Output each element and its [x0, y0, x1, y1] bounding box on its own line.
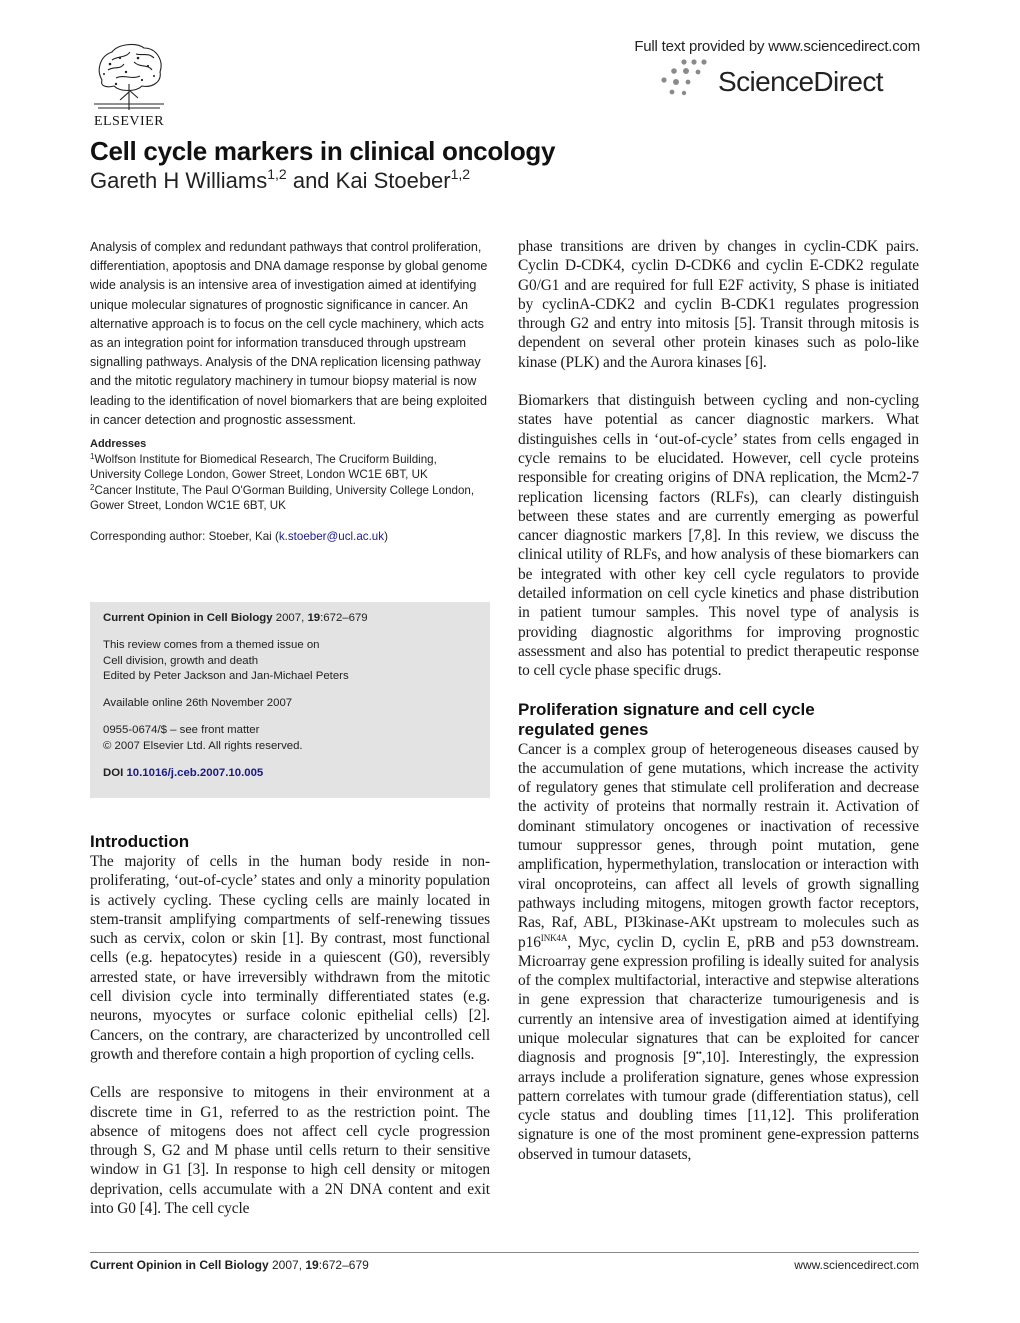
footer-volume: 19	[305, 1258, 319, 1272]
affiliation-marker: 1,2	[267, 166, 287, 182]
author-joiner: and	[286, 168, 336, 193]
elsevier-logo	[90, 40, 168, 130]
doi-line	[103, 766, 477, 782]
left-column	[90, 238, 490, 544]
copyright-line: © 2007 Elsevier Ltd. All rights reserved.	[103, 739, 303, 752]
citation-volume: 19	[307, 612, 321, 624]
journal-citation	[103, 611, 477, 627]
heading-line: regulated genes	[518, 719, 649, 739]
journal-name: Current Opinion in Cell Biology	[103, 612, 273, 624]
citation-year: 2007,	[272, 612, 308, 624]
abstract: Analysis of complex and redundant pathways that control proliferation, differentiation, apoptosis and DNA damage response by global genome wide analysis is an intensive area of investigation aimed at identifying unique molecular signatures of prognostic significance in cancer. An alternative approach is to focus on the cell cycle machinery, which acts as an integration point for information transduced through upstream signalling pathways. Analysis of the DNA replication licensing pathway and the mitotic regulatory machinery in tumour biopsy material is now leading to the identification of novel biomarkers that are being exploited in cancer detection and prognostic assessment.	[90, 240, 488, 427]
issn-line: 0955-0674/$ – see front matter	[103, 723, 260, 736]
paragraph-text: , Myc, cyclin D, cyclin E, pRB and p53 downstream. Microarray gene expression profiling is ideally suited for analysis of the complex multifactorial, interactive and stepwise alterations in gene expression that characterize tumourigenesis and is currently an intensive area of investigation aimed at identifying unique molecular signatures that can be exploited for cancer diagnosis and prognosis [9	[518, 933, 919, 1067]
citation-pages: :672–679	[320, 612, 368, 624]
publisher-name: ELSEVIER	[93, 114, 165, 129]
right-paragraph-3	[518, 740, 919, 1165]
heading-line: Proliferation signature and cell cycle	[518, 699, 815, 719]
footer-divider	[90, 1252, 919, 1253]
sciencedirect-dots-icon	[660, 58, 720, 98]
introduction-section	[90, 832, 490, 1218]
address-text: Wolfson Institute for Biomedical Research, The Cruciform Building, University College London, Gower Street, London WC1E 6BT, UK	[90, 453, 437, 482]
corresponding-author	[90, 529, 490, 544]
footer-pages: :672–679	[318, 1258, 369, 1272]
right-paragraph-1: phase transitions are driven by changes in cyclin-CDK pairs. Cyclin D-CDK4, cyclin D-CDK6 and cyclin E-CDK2 regulate G0/G1 and are required for full E2F activity, S phase is initiated by cyclinA-CDK2 and cyclin B-CDK1 regulates progression through G2 and entry into mitosis [5]. Transit through mitosis is dependent on several other protein kinases such as polo-like kinase (PLK) and the Aurora kinases [6].	[518, 238, 919, 371]
corresponding-prefix: Corresponding author: Stoeber, Kai (	[90, 529, 279, 543]
address-1	[90, 452, 490, 483]
doi-label: DOI	[103, 766, 124, 779]
article-authors	[90, 168, 470, 194]
article-title: Cell cycle markers in clinical oncology	[90, 136, 556, 166]
address-text: Cancer Institute, The Paul O'Gorman Building, University College London, Gower Street, London WC1E 6BT, UK	[90, 483, 475, 513]
article-info-box	[90, 602, 490, 798]
intro-paragraph-2: Cells are responsive to mitogens in their environment at a discrete time in G1, referred to as the restriction point. The absence of mitogens does not affect cell cycle progression through S, G2 and M phase until cells return to their sensitive window in G1 [3]. In response to high cell density or mitogen deprivation, cells accumulate with a 2N DNA content and exit into G0 [4]. The cell cycle	[90, 1084, 490, 1218]
theme-editors: Edited by Peter Jackson and Jan-Michael Peters	[103, 670, 349, 683]
introduction-heading: Introduction	[90, 832, 190, 851]
elsevier-tree-icon	[90, 40, 168, 112]
email-link[interactable]: k.stoeber@ucl.ac.uk	[278, 529, 385, 543]
theme-intro: This review comes from a themed issue on	[103, 638, 320, 651]
right-column	[518, 237, 919, 1164]
footer-citation	[90, 1258, 369, 1272]
recommendation-marker: ••	[695, 1048, 702, 1059]
footer-url[interactable]: www.sciencedirect.com	[794, 1258, 919, 1272]
footer-year: 2007,	[268, 1258, 306, 1272]
corresponding-suffix: )	[384, 529, 388, 543]
superscript: INK4A	[540, 932, 568, 943]
affiliation-marker: 1,2	[450, 166, 471, 182]
paragraph-text: ,10]. Interestingly, the expression arrays include a proliferation signature, genes whose expression pattern correlates with tumour grade (differentiation status), cell cycle status and doubling times [11,12]. This proliferation signature is one of the most prominent gene-expression patterns observed in tumour datasets,	[518, 1049, 919, 1163]
sciencedirect-logo[interactable]	[660, 58, 900, 100]
address-marker: 2	[90, 482, 95, 492]
fulltext-note[interactable]: Full text provided by www.sciencedirect.com	[634, 38, 920, 55]
address-2	[90, 483, 490, 514]
right-paragraph-2: Biomarkers that distinguish between cycling and non-cycling states have potential as cancer diagnostic markers. What distinguishes cells in ‘out-of-cycle’ states from cells engaged in cycle remains to be elucidated. However, cell cycle proteins responsible for creating origins of DNA replication, the Mcm2-7 replication licensing factors (RLFs), can clearly distinguish between these states and are currently emerging as powerful cancer diagnostic markers [7,8]. In this review, we discuss the clinical utility of RLFs, and how analysis of these biomarkers can be integrated with other key cell cycle regulators to provide detailed information on cell cycle kinetics and phase distribution in patient tumour samples. This novel type of analysis is providing diagnostic algorithms for improving prognostic assessment and also has potential to predict therapeutic response to cell cycle phase specific drugs.	[518, 392, 919, 680]
address-marker: 1	[90, 452, 95, 462]
footer-journal: Current Opinion in Cell Biology	[90, 1258, 269, 1272]
paragraph-text: Cancer is a complex group of heterogeneous diseases caused by the accumulation of gene mutations, which increase the activity of regulatory genes that stimulate cell proliferation and decrease the activity of proteins that normally restrain it. Activation of dominant stimulatory oncogenes or inactivation of recessive tumour suppressor genes, through point mutation, gene amplification, hypermethylation, translocation or interaction with viral oncoproteins, can affect all levels of growth signalling pathways including mitogens, mitogen growth factor receptors, Ras, Raf, ABL, PI3kinase-AKt upstream to molecules such as p16	[518, 740, 919, 951]
doi-link[interactable]: 10.1016/j.ceb.2007.10.005	[126, 766, 264, 779]
addresses-heading: Addresses	[90, 438, 147, 451]
author-name: Kai Stoeber	[335, 168, 451, 193]
theme-name: Cell division, growth and death	[103, 654, 259, 667]
proliferation-heading	[518, 700, 919, 740]
available-online: Available online 26th November 2007	[103, 697, 293, 710]
intro-paragraph-1: The majority of cells in the human body reside in non-proliferating, ‘out-of-cycle’ states and only a minority population is actively cycling. These cycling cells are mainly located in stem-transit amplifying compartments of self-renewing tissues such as cervix, colon or skin [1]. By contrast, most functional cells (e.g. hepatocytes) reside in a quiescent (G0), reversibly arrested state, or have irreversibly withdrawn from the mitotic cell division cycle into terminally differentiated states (e.g. neurons, myocytes or surface colonic epithelial cells) [2]. Cancers, on the contrary, are characterized by uncontrolled cell growth and therefore contain a high proportion of cycling cells.	[90, 853, 490, 1063]
author-name: Gareth H Williams	[90, 168, 268, 193]
sciencedirect-wordmark: ScienceDirect	[718, 66, 883, 97]
